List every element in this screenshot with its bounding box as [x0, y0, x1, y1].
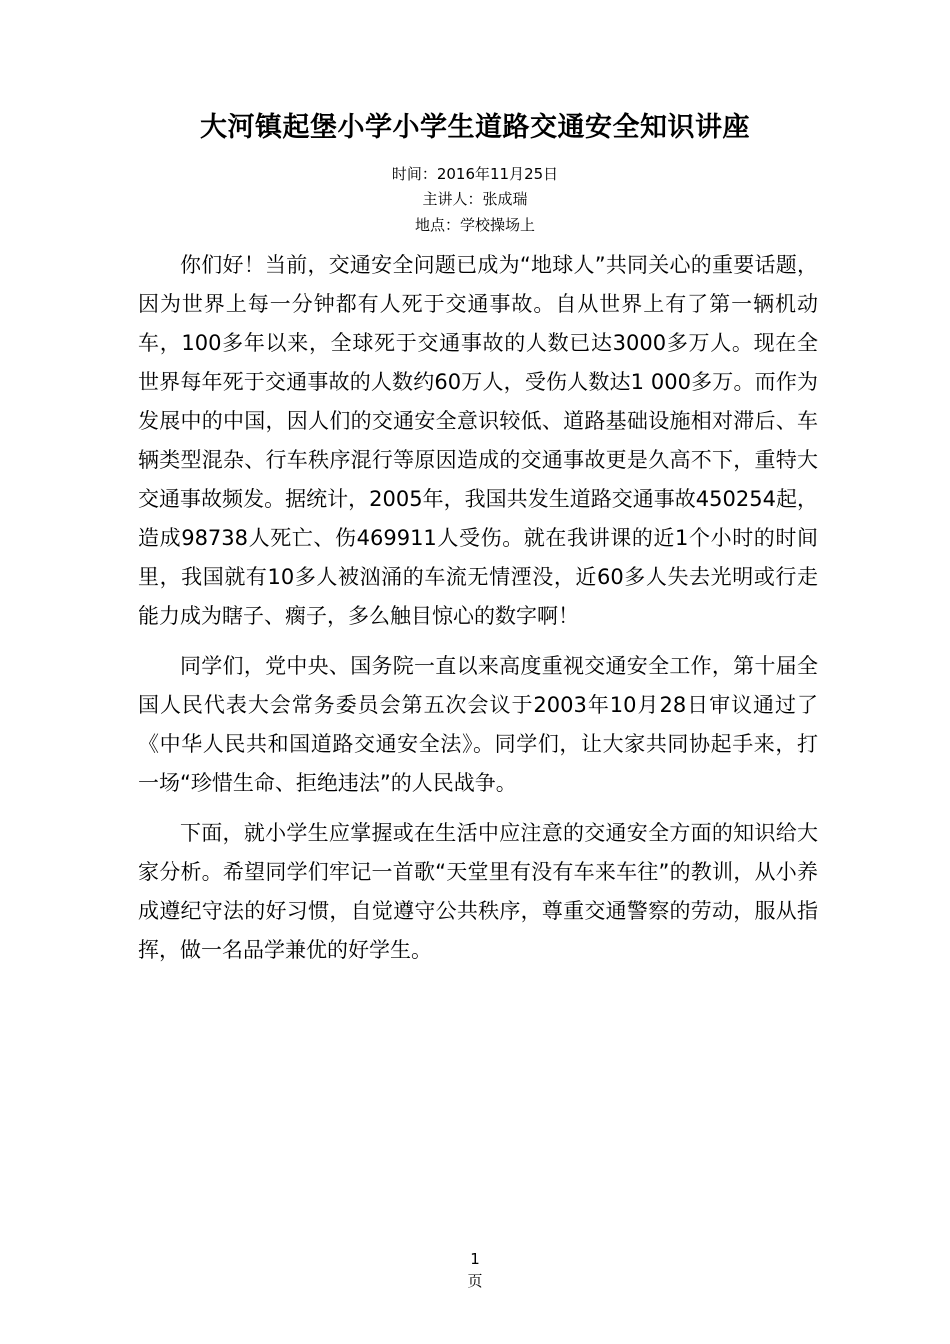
- lecture-location: 地点：学校操场上: [414, 216, 535, 234]
- page-number-suffix: 页: [467, 1272, 483, 1290]
- paragraph-advice: 下面，就小学生应掌握或在生活中应注意的交通安全方面的知识给大家分析。希望同学们牢记一首歌“天堂里有没有车来车往”的教训，从小养成遵纪守法的好习惯，自觉遵守公共秩序，尊重交通警察的劳动，服从指挥，做一名品学兼优的好学生。: [138, 821, 818, 962]
- paragraph-law: 同学们，党中央、国务院一直以来高度重视交通安全工作，第十届全国人民代表大会常务委员会第五次会议于2003年10月28日审议通过了《中华人民共和国道路交通安全法》。同学们，让大家共同协起手来，打一场“珍惜生命、拒绝违法”的人民战争。: [138, 654, 818, 795]
- page-number: 1: [470, 1250, 480, 1268]
- document-body: [138, 246, 818, 970]
- document-title: 大河镇起堡小学小学生道路交通安全知识讲座: [200, 112, 750, 143]
- lecture-time: 时间：2016年11月25日: [391, 165, 559, 183]
- lecture-speaker: 主讲人：张成瑞: [422, 190, 528, 208]
- paragraph-intro: 你们好！当前，交通安全问题已成为“地球人”共同关心的重要话题，因为世界上每一分钟都有人死于交通事故。自从世界上有了第一辆机动车，100多年以来，全球死于交通事故的人数已达3000多万人。现在全世界每年死于交通事故的人数约60万人，受伤人数达1 000多万。而作为发展中的中国，因人们的交通安全意识较低、道路基础设施相对滞后、车辆类型混杂、行车秩序混行等原因造成的交通事故更是久高不下，重特大交通事故频发。据统计，2005年，我国共发生道路交通事故450254起，造成98738人死亡、伤469911人受伤。就在我讲课的近1个小时的时间里，我国就有10多人被汹涌的车流无情湮没，近60多人失去光明或行走能力成为瞎子、瘸子，多么触目惊心的数字啊！: [138, 253, 818, 628]
